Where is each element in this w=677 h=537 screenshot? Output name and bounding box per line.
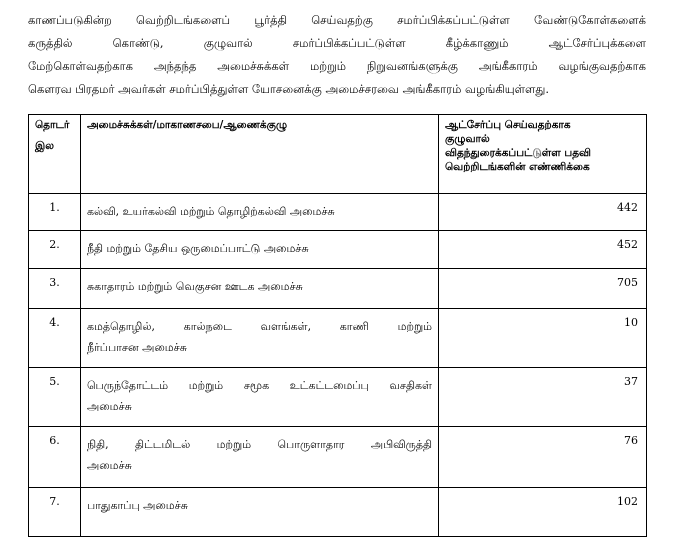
- header-serial-no: [29, 115, 81, 194]
- vacancy-count: 76: [439, 427, 647, 488]
- ministry-name: [81, 194, 439, 231]
- table-row: [29, 368, 647, 427]
- ministry-name-line: அமைச்சு: [87, 400, 132, 413]
- vacancy-count: 452: [439, 231, 647, 269]
- serial-no: 2.: [29, 231, 81, 269]
- vacancy-count: 705: [439, 269, 647, 309]
- intro-line: மேற்கொள்வதற்காக அந்தந்த அமைச்சுக்கள் மற்றும் நிறுவனங்களுக்கு அங்கீகாரம் வழங்குவதற்காக: [28, 59, 646, 73]
- serial-no: 4.: [29, 309, 81, 368]
- ministry-name-line: கமத்தொழில், கால்நடை வளங்கள், காணி மற்றும்: [87, 320, 432, 333]
- ministry-name-line: நீர்ப்பாசன அமைச்சு: [87, 341, 187, 354]
- ministry-name-line: பாதுகாப்பு அமைச்சு: [87, 499, 188, 512]
- header-text: இல: [35, 140, 54, 152]
- vacancy-count: 10: [439, 309, 647, 368]
- vacancy-count: 102: [439, 488, 647, 537]
- table-row: [29, 427, 647, 488]
- ministry-name: [81, 427, 439, 488]
- ministry-name: [81, 231, 439, 269]
- table-row: [29, 269, 647, 309]
- ministry-name-line: சுகாதாரம் மற்றும் வெகுசன ஊடக அமைச்சு: [87, 280, 303, 293]
- vacancy-count: 442: [439, 194, 647, 231]
- intro-line: கருத்தில் கொண்டு, குழுவால் சமர்ப்பிக்கப்பட்டுள்ள கீழ்க்காணும் ஆட்சேர்ப்புக்களை: [28, 36, 646, 50]
- header-ministry: [81, 115, 439, 194]
- ministry-name-line: பெருந்தோட்டம் மற்றும் சமூக உட்கட்டமைப்பு வசதிகள்: [87, 379, 432, 392]
- table-row: [29, 309, 647, 368]
- recruitment-table: [28, 114, 647, 537]
- table-row: [29, 194, 647, 231]
- ministry-name-line: நீதி மற்றும் தேசிய ஒருமைப்பாட்டு அமைச்சு: [87, 242, 309, 255]
- vacancy-count: 37: [439, 368, 647, 427]
- ministry-name: [81, 309, 439, 368]
- header-text: தொடர்: [35, 119, 70, 131]
- table-row: [29, 231, 647, 269]
- ministry-name: [81, 368, 439, 427]
- header-text: அமைச்சுக்கள்/மாகாணசபை/ஆணைக்குழு: [87, 119, 288, 131]
- table-header-row: [29, 115, 647, 194]
- serial-no: 7.: [29, 488, 81, 537]
- header-text: வெற்றிடங்களின் எண்ணிக்கை: [445, 161, 590, 173]
- serial-no: 5.: [29, 368, 81, 427]
- ministry-name: [81, 269, 439, 309]
- intro-paragraph: [28, 9, 646, 101]
- intro-line: கௌரவ பிரதமர் அவர்கள் சமர்ப்பித்துள்ள யோசனைக்கு அமைச்சரவை அங்கீகாரம் வழங்கியுள்ளது.: [28, 82, 550, 96]
- intro-line: காணப்படுகின்ற வெற்றிடங்களைப் பூர்த்தி செய்வதற்கு சமர்ப்பிக்கப்பட்டுள்ள வேண்டுகோள்களைக்: [28, 13, 646, 27]
- header-text: விதந்துரைக்கப்பட்டுள்ள பதவி: [445, 147, 591, 159]
- ministry-name: [81, 488, 439, 537]
- ministry-name-line: நிதி, திட்டமிடல் மற்றும் பொருளாதார அபிவிருத்தி: [87, 438, 432, 451]
- header-vacancy-count: [439, 115, 647, 194]
- ministry-name-line: கல்வி, உயர்கல்வி மற்றும் தொழிற்கல்வி அமைச்சு: [87, 205, 335, 218]
- serial-no: 1.: [29, 194, 81, 231]
- header-text: குழுவால்: [445, 133, 490, 145]
- table-row: [29, 488, 647, 537]
- header-text: ஆட்சேர்ப்பு செய்வதற்காக: [445, 119, 571, 131]
- serial-no: 3.: [29, 269, 81, 309]
- serial-no: 6.: [29, 427, 81, 488]
- ministry-name-line: அமைச்சு: [87, 459, 132, 472]
